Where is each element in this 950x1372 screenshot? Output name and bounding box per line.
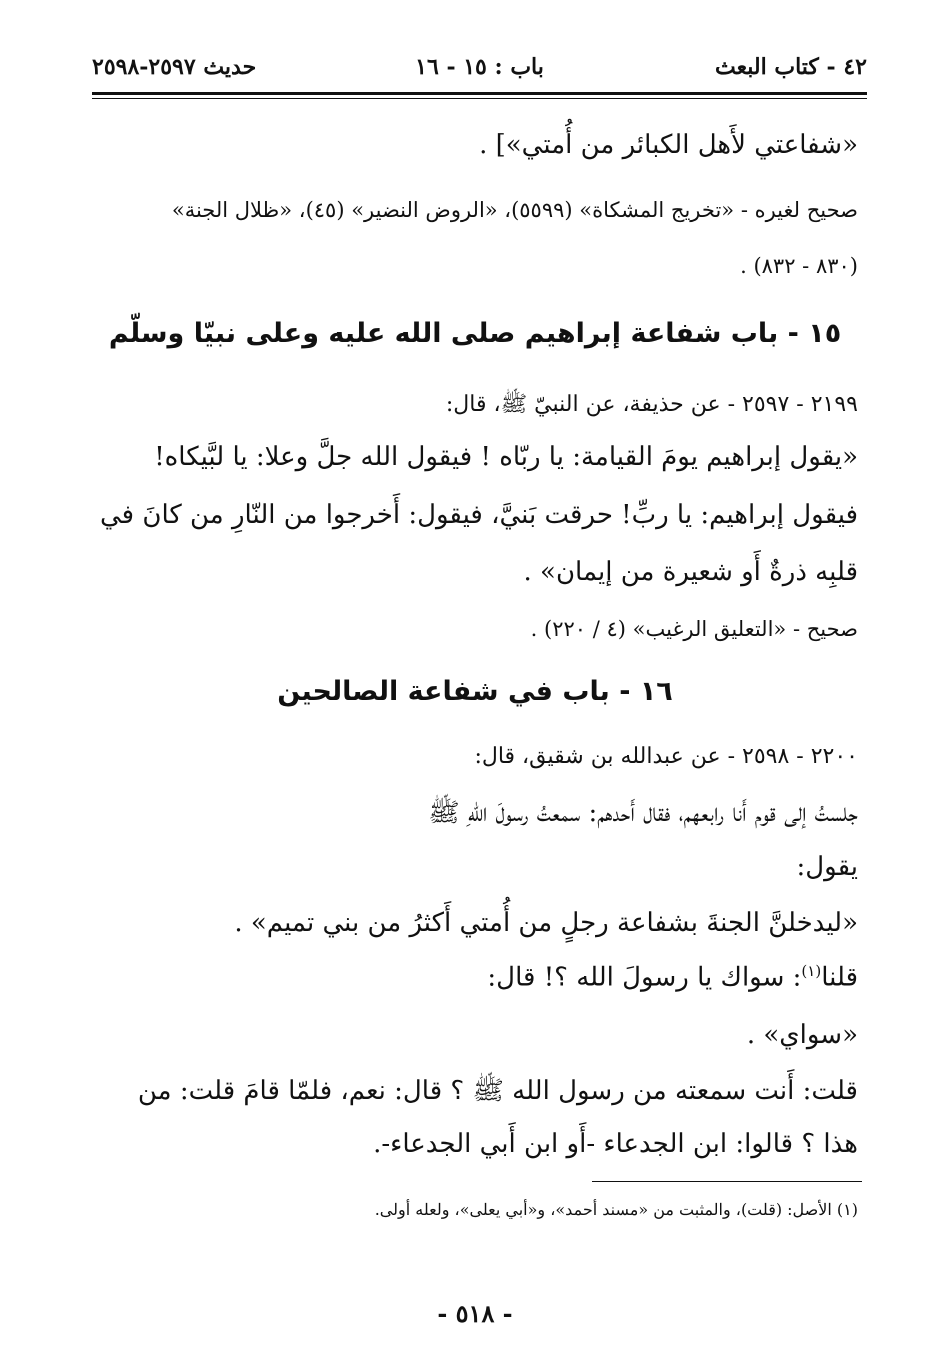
chapter-heading-16: ١٦ - باب في شفاعة الصالحين (277, 676, 673, 707)
hadith-number-2199: ٢١٩٩ - ٢٥٩٧ - عن حذيفة، عن النبيّ ﷺ، قال: (445, 392, 858, 417)
header-chapter-range: باب : ١٥ - ١٦ (415, 54, 544, 80)
running-header (92, 50, 867, 86)
text-fragment: قلنا (821, 962, 858, 993)
text-fragment: : سواك يا رسولَ الله ؟! قال: (487, 962, 802, 993)
grading-line: صحيح لغيره - «تخريج المشكاة» (٥٥٩٩)، «الروض النضير» (٤٥)، «ظلال الجنة» (171, 198, 858, 222)
grading-line-cont: (٨٣٠ - ٨٣٢) . (740, 254, 858, 278)
footnote-marker: (١) (801, 962, 822, 980)
hadith-number-2200: ٢٢٠٠ - ٢٥٩٨ - عن عبدالله بن شقيق، قال: (474, 744, 858, 769)
hadith-text-line: «ليدخلنَّ الجنةَ بشفاعة رجلٍ من أُمتي أَكثرُ من بني تميم» . (234, 908, 858, 938)
hadith-text-line: قلبِه ذرةٌ أَو شعيرة من إيمان» . (523, 557, 858, 587)
hadith-text-line: هذا ؟ قالوا: ابن الجدعاء -أَو ابن أَبي الجدعاء-. (373, 1129, 858, 1159)
chapter-heading-15: ١٥ - باب شفاعة إبراهيم صلى الله عليه وعلى نبيّا وسلّم (108, 318, 842, 349)
header-rule-thin (92, 98, 867, 99)
hadith-text-line: «يقول إبراهيم يومَ القيامة: يا ربّاه ! فيقول الله جلَّ وعلا: يا لبَّيكاه! (154, 442, 858, 472)
hadith-text-line: فيقول إبراهيم: يا ربِّ! حرقت بَنيَّ، فيقول: أَخرجوا من النّارِ من كانَ في (99, 500, 858, 530)
hadith-text-line: يقول: (796, 852, 858, 882)
hadith-text-line: جلستُ إلى قوم أَنا رابعهم، فقال أَحدهم: سمعتُ رسولَ اللهِ ﷺ (428, 798, 858, 828)
grading-line: صحيح - «التعليق الرغيب» (٤ / ٢٢٠) . (530, 617, 858, 641)
hadith-text-line: قلت: أَنت سمعته من رسول الله ﷺ ؟ قال: نعم، فلمّا قامَ قلت: من (137, 1076, 858, 1106)
hadith-text-line: «سواي» . (746, 1020, 858, 1050)
header-hadith-range: حديث ٢٥٩٧-٢٥٩٨ (92, 54, 257, 80)
footnote-rule (592, 1181, 862, 1182)
page-number: - ٥١٨ - (437, 1299, 513, 1328)
header-rule-thick (92, 92, 867, 95)
hadith-text-line (92, 962, 858, 993)
footnote: (١) الأصل: (قلت)، والمثبت من «مسند أحمد»، و«أبي يعلى»، ولعله أولى. (374, 1200, 858, 1219)
text-line: «شفاعتي لأَهل الكبائر من أُمتي»] . (479, 130, 858, 160)
header-book-title: ٤٢ - كتاب البعث (715, 54, 867, 80)
